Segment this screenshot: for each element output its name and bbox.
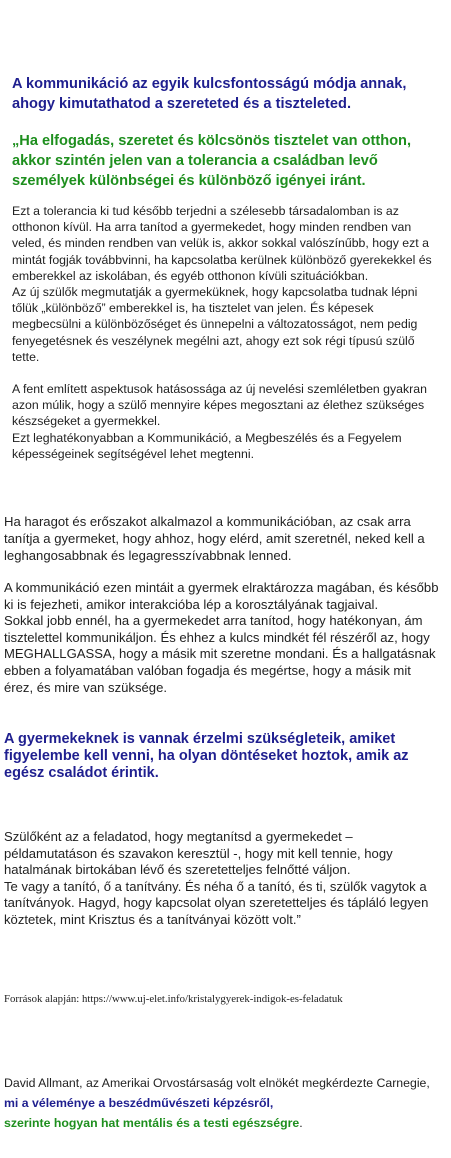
tolerance-paragraph-4: Ezt leghatékonyabban a Kommunikáció, a Megbeszélés és a Fegyelem képességeinek segítségével lehet megtenni. [12, 430, 402, 461]
tolerance-paragraph-3: A fent említett aspektusok hatásossága az új nevelési szemléletben gyakran azon múlik, hogy a szülő mennyire képes megosztani az élethez szükséges készségeket a gyermekkel. [12, 382, 427, 429]
source-reference: Források alapján: https://www.uj-elet.info/kristalygyerek-indigok-es-feladatuk [4, 993, 343, 1005]
patterns-paragraph-1: A kommunikáció ezen mintáit a gyermek elraktározza magában, és később ki is fejezheti, amikor interakcióba lép a korosztályának tagjaival. [4, 580, 439, 612]
anger-paragraph: Ha haragot és erőszakot alkalmazol a kommunikációban, az csak arra tanítja a gyermeket, hogy ahhoz, hogy elérd, amit szeretnél, neked kell a leghangosabbnak és legagresszívabbnak lenned. [4, 514, 425, 563]
patterns-paragraph-2: Sokkal jobb ennél, ha a gyermekedet arra tanítod, hogy hatékonyan, ám tisztelettel kommunikáljon. És ehhez a kulcs mindkét fél részéről az, hogy MEGHALLGASSA, hogy a másik mit szeretne mondani. És a hallgatásnak ebben a folyamatában valóban fogadja és megértse, hogy a másik mit érez, és mire van szüksége. [4, 613, 436, 695]
tolerance-paragraph-2: Az új szülők megmutatják a gyermeküknek, hogy kapcsolatba tudnak lépni tőlük „különböző” emberekkel is, ha tisztelet van jelen. És képesek megbecsülni a különbözőséget és ünnepelni a változatosságot, nem pedig fenyegetésnek és veszélynek megélni azt, ahogy ezt sok régi típusú szülő tette. [12, 285, 418, 364]
parent-paragraph-2: Te vagy a tanító, ő a tanítvány. És néha ő a tanító, és ti, szülők vagytok a tanítványok. Hagyd, hogy kapcsolat olyan szeretetteljes és tápláló legyen köztetek, mint Krisztus és a tanítványai között volt.” [4, 878, 429, 927]
heading-emotional-needs: A gyermekeknek is vannak érzelmi szükségleteik, amiket figyelembe kell venni, ha olyan döntéseket hoztok, amik az egész családot érintik. [4, 731, 409, 781]
parent-paragraph-1: Szülőként az a feladatod, hogy megtanítsd a gyermekedet – példamutatáson és szavakon keresztül -, hogy mit kell tennie, hogy hatalmának birtokában lévő és szeretetteljes felnőtté váljon. [4, 829, 393, 878]
tolerance-paragraph-1: Ezt a tolerancia ki tud később terjedni a szélesebb társadalomban is az otthonon kívül. Ha arra tanítod a gyermekedet, hogy minden rendben van veled, és minden rendben van velük is, akkor sokkal valószínűbb, hogy ezt a mintát fogják továbbvinni, ha kapcsolatba kerülnek különböző gyerekekkel és emberekkel az iskolában, és egyéb otthonon kívüli szituációkban. [12, 204, 432, 283]
closing-blue-highlight: mi a véleménye a beszédművészeti képzésről, [4, 1096, 274, 1110]
closing-paragraph [4, 1073, 442, 1133]
quote-heading: „Ha elfogadás, szeretet és kölcsönös tisztelet van otthon, akkor szintén jelen van a tolerancia a családban levő személyek különbségei és különböző igényei iránt. [12, 133, 411, 189]
closing-period: . [299, 1116, 303, 1130]
parent-role-block [4, 829, 442, 929]
closing-plain-text: David Allmant, az Amerikai Orvostársaság volt elnökét megkérdezte Carnegie, [4, 1076, 430, 1090]
heading-communication: A kommunikáció az egyik kulcsfontosságú módja annak, ahogy kimutathatod a szereteted és a tiszteleted. [12, 76, 407, 112]
communication-patterns-block [4, 580, 442, 696]
closing-green-highlight: szerinte hogyan hat mentális és a testi egészségre [4, 1116, 300, 1130]
tolerance-text-block [12, 203, 432, 462]
